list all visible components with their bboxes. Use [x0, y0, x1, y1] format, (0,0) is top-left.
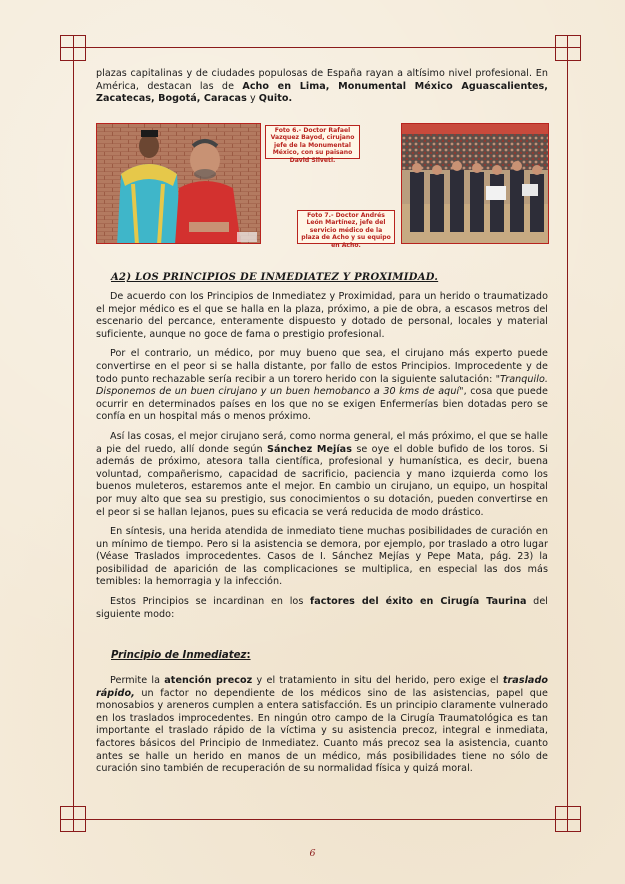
paragraph-2-quote: "Tranquilo. Disponemos de un buen cirujano y un buen hemobanco a 30 kms de aquí" [96, 373, 548, 398]
subheading-text: Principio de Inmediatez [111, 650, 247, 661]
paragraph-1: De acuerdo con los Principios de Inmediatez y Proximidad, para un herido o traumatizado el mejor médico es el que se halla en la plaza, próximo, a pie de obra, a escasos metros del escenario del percance, enteramente dispuesto y dotado de personal, locales y material suficiente, aunque no goce de fama o prestigio profesional. [96, 291, 548, 340]
paragraph-2-text: Por el contrario, un médico, por muy bueno que sea, el cirujano más experto puede convertirse en el peor si se halla distante, por fallo de estos Principios. Improcedente y de todo punto rechazable sería recibir a un torero herido con la siguiente salutación: [96, 348, 548, 385]
paragraph-5-bold: factores del éxito en Cirugía Taurina [310, 596, 527, 608]
paragraph-2-text-end: , cosa que puede ocurrir en determinados países en los que no se exigen Enfermerías bien dotadas pero se confía en un hospital más o menos próximo. [96, 386, 548, 423]
body-text [96, 291, 548, 628]
paragraph-3-text: Así las cosas, el mejor cirujano será, como norma general, el más próximo, el que se halle a pie del ruedo, allí donde según [96, 430, 549, 455]
frame-corner-bottom-left [60, 806, 86, 832]
photo-6 [96, 123, 261, 244]
photo-6-image [97, 124, 261, 244]
caption-foto-6: Foto 6.- Doctor Rafael Vazquez Bayod, cirujano jefe de la Monumental México, con su paisano David Silveti. [265, 125, 360, 159]
section-heading: A2) LOS PRINCIPIOS DE INMEDIATEZ Y PROXIMIDAD. [111, 272, 439, 283]
page-number: 6 [309, 848, 316, 859]
frame-left-line [73, 35, 74, 831]
last-paragraph [96, 675, 548, 783]
last-bold-traslado: traslado rápido, [96, 675, 548, 699]
intro-bold-quito: Quito [258, 93, 289, 105]
intro-text-and: y [246, 93, 259, 105]
intro-paragraph [96, 68, 548, 113]
subheading-inmediatez [111, 650, 251, 661]
frame-bottom-line [60, 819, 580, 820]
frame-top-line [60, 47, 580, 48]
paragraph-3-bold: Sánchez Mejías [267, 443, 352, 455]
subheading-colon: : [246, 650, 251, 661]
frame-right-line [567, 35, 568, 831]
last-text-e: un factor no dependiente de los médicos sino de las asistencias, papel que monosabios y areneros cumplen a entera satisfacción. Es un principio claramente vulnerado en los traslados improcedentes. En ningún otro campo de la Cirugía Traumatológica es tan importante el traslado rápido de la víctima y su asistencia precoz, integral e inmediata, factores básicos del Principio de Inmediatez. Cuanto más precoz sea la asistencia, cuanto antes se halle un herido en manos de un médico, más posibilidades tiene no sólo de curación sino también de recuperación de su normalidad física y quizá moral. [96, 687, 548, 775]
paragraph-3-text-end: se oye el doble bufido de los toros. Si además de próximo, atesora talla científica, profesional y humanística, es decir, buena voluntad, compañerismo, capacidad de sacrificio, paciencia y mano izquierda como los buenos muleteros, estaremos ante el mejor. En cambio un cirujano, un equipo, un hospital por muy alto que sea su prestigio, sus conocimientos o su dotación, pueden convertirse en el peor si se hallan lejanos, pues su eficacia se verá reducida de modo drástico. [96, 443, 548, 518]
last-text-a: Permite la [110, 675, 165, 686]
intro-period: . [288, 93, 293, 105]
paragraph-5-text: Estos Principios se incardinan en los [110, 596, 311, 608]
last-bold-atencion: atención precoz [164, 675, 253, 686]
intro-bold-plazas: Acho en Lima, Monumental México Aguascalientes, Zacatecas, Bogotá, Caracas [96, 80, 548, 105]
paragraph-3 [96, 431, 548, 519]
intro-text: plazas capitalinas y de ciudades populosas de España rayan a altísimo nivel profesional. En América, destacan las de [96, 68, 548, 92]
last-text-c: y el tratamiento in situ del herido, pero exige el [252, 675, 503, 686]
caption-foto-7: Foto 7.- Doctor Andrés León Martínez, jefe del servicio médico de la plaza de Acho y su equipo en Acho. [297, 210, 395, 244]
frame-corner-top-left [60, 35, 86, 61]
paragraph-2 [96, 348, 548, 424]
paragraph-5 [96, 596, 548, 621]
photo-7 [401, 123, 549, 244]
frame-corner-top-right [555, 35, 581, 61]
frame-corner-bottom-right [555, 806, 581, 832]
photo-7-image [402, 124, 549, 244]
paragraph-5-text-end: del siguiente modo: [96, 596, 548, 620]
paragraph-4: En síntesis, una herida atendida de inmediato tiene muchas posibilidades de curación en un mínimo de tiempo. Pero si la asistencia se demora, por ejemplo, por traslado a otro lugar (Véase Traslados improcedentes. Casos de I. Sánchez Mejías y Pepe Mata, pág. 23) la posibilidad de aparición de las complicaciones se multiplica, en especial las dos más temibles: la hemorragia y la infección. [96, 526, 548, 588]
